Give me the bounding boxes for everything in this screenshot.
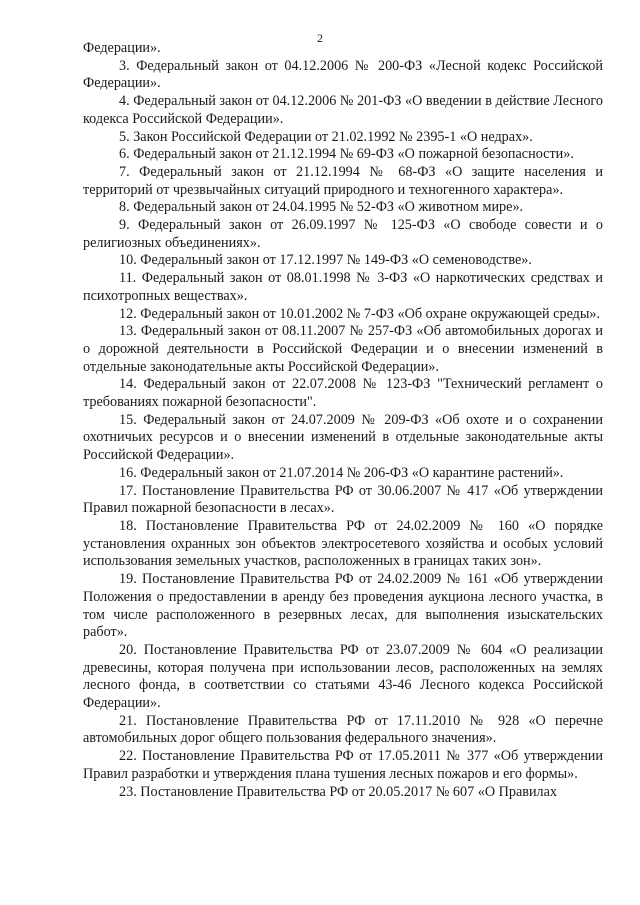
list-item: 7. Федеральный закон от 21.12.1994 № 68-ФЗ «О защите населения и территорий от чрезвычайных ситуаций природного и техногенного характера». — [83, 163, 603, 198]
list-item: 20. Постановление Правительства РФ от 23.07.2009 № 604 «О реализации древесины, которая получена при использовании лесов, расположенных на землях лесного фонда, в соответствии со статьями 43-46 Лесного кодекса Российской Федерации». — [83, 641, 603, 712]
page-number: 2 — [317, 31, 323, 45]
paragraph-continuation: Федерации». — [83, 40, 161, 56]
list-item: 10. Федеральный закон от 17.12.1997 № 149-ФЗ «О семеноводстве». — [119, 252, 532, 269]
document-body — [83, 40, 603, 801]
list-item: 9. Федеральный закон от 26.09.1997 № 125-ФЗ «О свободе совести и о религиозных объединениях». — [83, 217, 603, 251]
list-item: 16. Федеральный закон от 21.07.2014 № 206-ФЗ «О карантине растений». — [119, 464, 564, 481]
list-item: 14. Федеральный закон от 22.07.2008 № 123-ФЗ "Технический регламент о требованиях пожарной безопасности". — [83, 376, 603, 411]
list-item: 15. Федеральный закон от 24.07.2009 № 209-ФЗ «Об охоте и о сохранении охотничьих ресурсов и о внесении изменений в отдельные законодательные акты Российской Федерации». — [83, 411, 603, 464]
list-item: 4. Федеральный закон от 04.12.2006 № 201-ФЗ «О введении в действие Лесного кодекса Российской Федерации». — [83, 93, 603, 127]
list-item: 12. Федеральный закон от 10.01.2002 № 7-ФЗ «Об охране окружающей среды». — [119, 305, 601, 322]
list-item: 18. Постановление Правительства РФ от 24.02.2009 № 160 «О порядке установления охранных зон объектов электросетевого хозяйства и особых условий использования земельных участков, расположенных в границах таких зон». — [83, 517, 603, 570]
list-item: 23. Постановление Правительства РФ от 20.05.2017 № 607 «О Правилах — [119, 783, 558, 800]
list-item: 5. Закон Российской Федерации от 21.02.1992 № 2395-1 «О недрах». — [119, 128, 533, 145]
list-item: 19. Постановление Правительства РФ от 24.02.2009 № 161 «Об утверждении Положения о предоставлении в аренду без проведения аукциона лесного участка, в том числе расположенного в резервных лесах, для выполнения изыскательских работ». — [83, 571, 603, 641]
list-item: 13. Федеральный закон от 08.11.2007 № 257-ФЗ «Об автомобильных дорогах и о дорожной деятельности в Российской Федерации и о внесении изменений в отдельные законодательные акты Российской Федерации». — [83, 323, 603, 375]
list-item: 22. Постановление Правительства РФ от 17.05.2011 № 377 «Об утверждении Правил разработки и утверждения плана тушения лесных пожаров и его формы». — [83, 748, 603, 782]
list-item: 6. Федеральный закон от 21.12.1994 № 69-ФЗ «О пожарной безопасности». — [119, 146, 574, 163]
list-item: 21. Постановление Правительства РФ от 17.11.2010 № 928 «О перечне автомобильных дорог общего пользования федерального значения». — [83, 712, 603, 747]
list-item: 17. Постановление Правительства РФ от 30.06.2007 № 417 «Об утверждении Правил пожарной безопасности в лесах». — [83, 482, 603, 517]
list-item: 11. Федеральный закон от 08.01.1998 № 3-ФЗ «О наркотических средствах и психотропных веществах». — [83, 270, 603, 304]
list-item: 8. Федеральный закон от 24.04.1995 № 52-ФЗ «О животном мире». — [119, 199, 524, 216]
list-item: 3. Федеральный закон от 04.12.2006 № 200-ФЗ «Лесной кодекс Российской Федерации». — [83, 57, 603, 92]
